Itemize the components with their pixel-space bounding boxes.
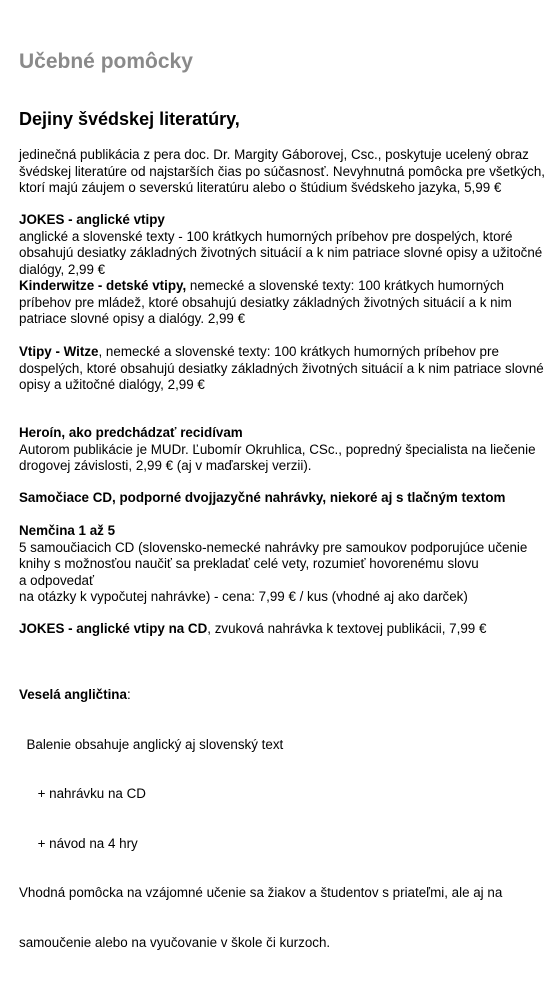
text-line: švédskej literatúre od najstarších čias po súčasnosť. Nevyhnutná pomôcka pre všetkých, — [19, 163, 546, 179]
text-line: obsahujú desiatky základných životných situácií a k nim patriace slovné opisy a užitočné — [19, 245, 543, 260]
text-line: príbehov pre mládež, ktoré obsahujú desiatky základných životných situácií a k nim — [19, 294, 512, 310]
vtipy-text: , nemecké a slovenské texty: 100 krátkych humorných príbehov pre — [98, 344, 499, 359]
text-line: dialógy, 2,99 € — [19, 261, 106, 277]
paragraph-cd-heading — [19, 490, 505, 507]
text-line: 5 samoučiacich CD (slovensko-nemecké nahrávky pre samoukov podporujúce učenie — [19, 539, 528, 555]
text-line: Vhodná pomôcka na vzájomné učenie sa žiakov a študentov s priateľmi, ale aj na — [19, 885, 503, 900]
text-line: anglické a slovenské texty - 100 krátkych humorných príbehov pre dospelých, ktoré — [19, 228, 513, 244]
text-line: a odpovedať — [19, 572, 95, 588]
text-line: dospelých, ktoré obsahujú desiatky základných životných situácií a k nim patriace slovné — [19, 360, 544, 376]
vesela-colon: : — [126, 687, 131, 702]
vesela-title: Veselá angličtina — [19, 687, 127, 702]
text-line: Balenie obsahuje anglický aj slovenský text — [19, 736, 284, 752]
text-line: knihy s možnosťou naučiť sa prekladať celé vety, rozumieť hovorenému slovu — [19, 556, 479, 571]
paragraph-vtipy — [19, 344, 544, 394]
text-line: samoučenie alebo na vyučovanie v škole či kurzoch. — [19, 934, 331, 950]
section-heading-dejiny: Dejiny švédskej literatúry, — [19, 109, 240, 129]
jokes-cd-title: JOKES - anglické vtipy na CD — [19, 621, 208, 636]
text-line: opisy a užitočné dialógy, 2,99 € — [19, 377, 205, 392]
text-line: Autorom publikácie je MUDr. Ľubomír Okruhlica, CSc., popredný špecialista na liečenie — [19, 441, 536, 457]
vtipy-title: Vtipy - Witze — [19, 344, 99, 359]
nemcina-title: Nemčina 1 až 5 — [19, 523, 116, 538]
paragraph-jokes — [19, 212, 542, 328]
kinderwitze-text: nemecké a slovenské texty: 100 krátkych humorných — [186, 278, 504, 293]
paragraph-jokes-cd — [19, 621, 486, 638]
text-line: + nahrávku na CD — [19, 786, 146, 801]
heroin-title: Heroín, ako predchádzať recidívam — [19, 425, 243, 440]
text-line: jedinečná publikácia z pera doc. Dr. Margity Gáborovej, Csc., poskytuje ucelený obraz — [19, 147, 529, 162]
paragraph-heroin — [19, 425, 536, 475]
text-line: + návod na 4 hry — [19, 835, 138, 851]
jokes-cd-text: , zvuková nahrávka k textovej publikácii, 7,99 € — [207, 621, 487, 636]
text-line: drogovej závislosti, 2,99 € (aj v maďarskej verzii). — [19, 458, 312, 473]
cd-title: Samočiace CD, podporné dvojjazyčné nahrávky, niekoré aj s tlačným textom — [19, 490, 506, 505]
page-title: Učebné pomôcky — [19, 50, 193, 73]
text-line: na otázky k vypočutej nahrávke) - cena: 7,99 € / kus (vhodné aj ako darček) — [19, 589, 468, 604]
text-line: patriace slovné opisy a dialógy. 2,99 € — [19, 311, 246, 326]
kinderwitze-title: Kinderwitze - detské vtipy, — [19, 278, 187, 293]
paragraph-vesela — [19, 654, 502, 984]
paragraph-nemcina — [19, 523, 527, 606]
jokes-title: JOKES - anglické vtipy — [19, 212, 165, 227]
text-line: ktorí majú záujem o severskú literatúru alebo o štúdium švédskeho jazyka, 5,99 € — [19, 180, 502, 195]
paragraph-dejiny — [19, 147, 545, 197]
